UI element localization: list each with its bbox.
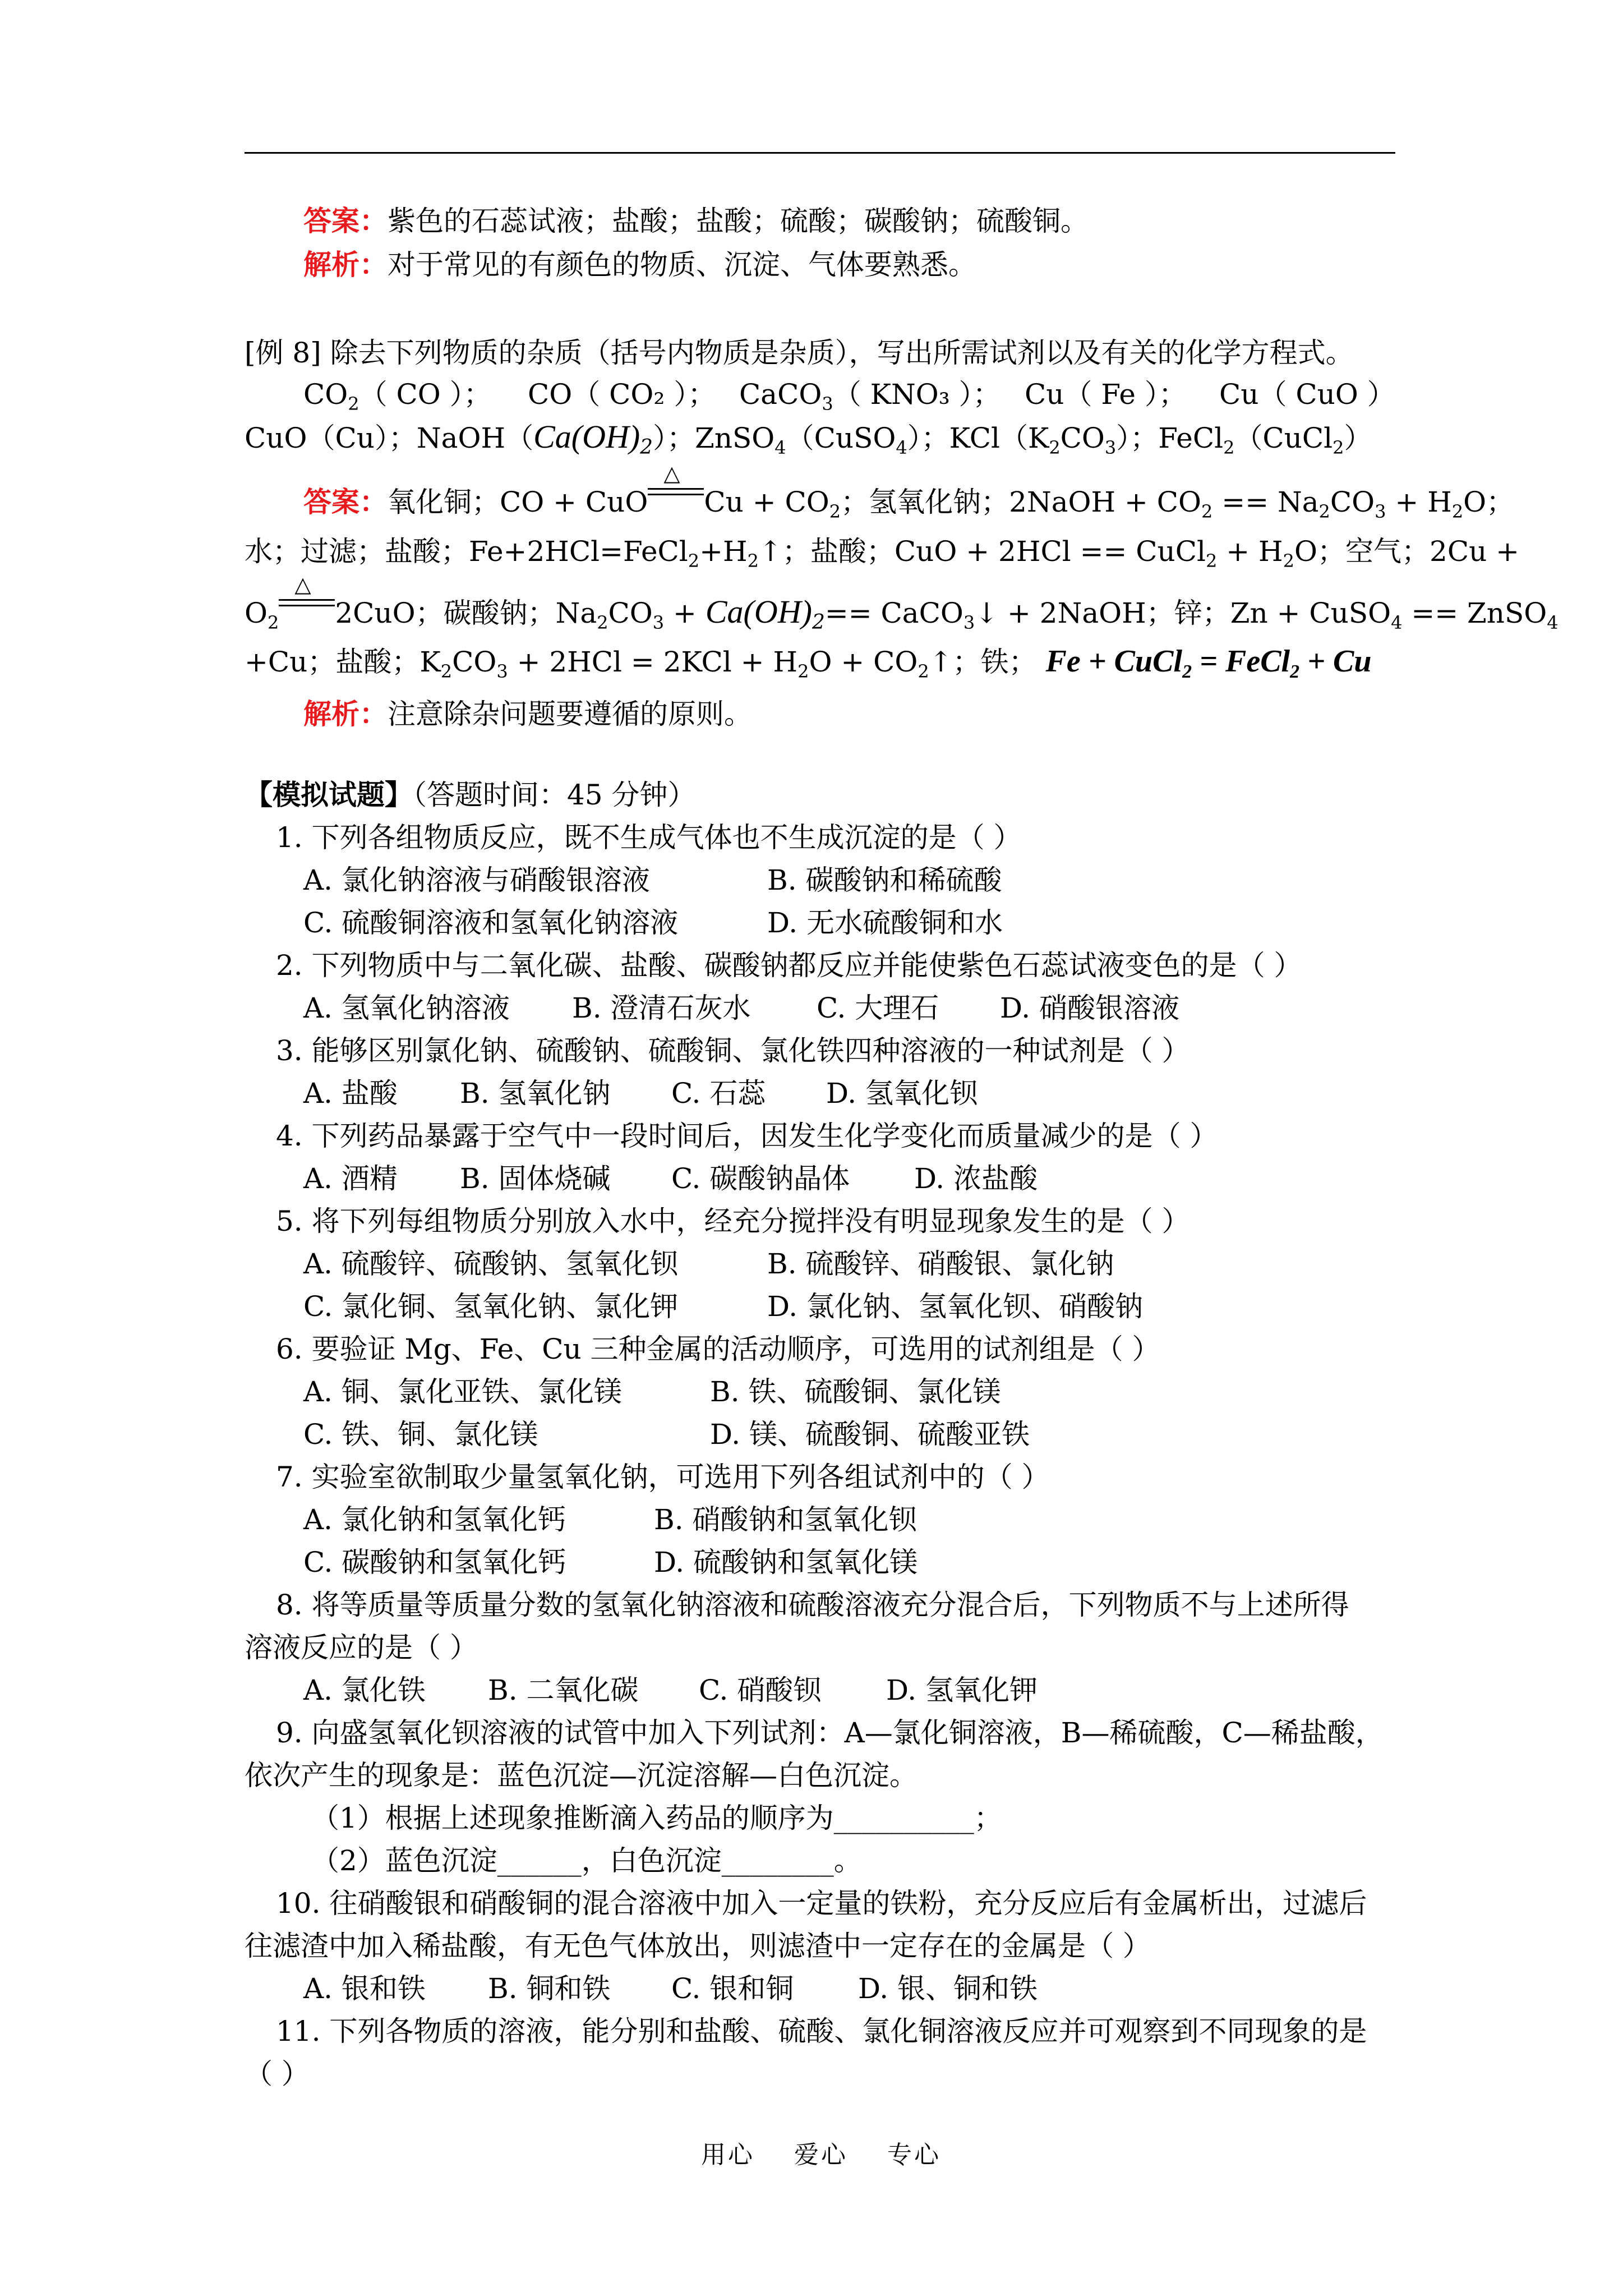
option: B. 澄清石灰水 bbox=[572, 992, 751, 1024]
question-9-cont: 依次产生的现象是：蓝色沉淀—沉淀溶解—白色沉淀。 bbox=[245, 1759, 917, 1792]
analysis-line bbox=[303, 246, 976, 283]
section-time: （答题时间：45 分钟） bbox=[413, 779, 696, 811]
section-heading bbox=[245, 776, 696, 813]
question-4: 4. 下列药品暴露于空气中一段时间后，因发生化学变化而质量减少的是（ ） bbox=[276, 1120, 1218, 1152]
option: B. 二氧化碳 bbox=[488, 1674, 639, 1706]
option: B. 氢氧化钠 bbox=[460, 1077, 611, 1110]
footer-text: 专心 bbox=[887, 2141, 941, 2169]
option: A. 氯化钠溶液与硝酸银溶液 bbox=[303, 864, 650, 896]
header-rule bbox=[245, 152, 1395, 154]
question-5: 5. 将下列每组物质分别放入水中，经充分搅拌没有明显现象发生的是（ ） bbox=[276, 1205, 1190, 1237]
question-11: 11. 下列各物质的溶液，能分别和盐酸、硫酸、氯化铜溶液反应并可观察到不同现象的是 bbox=[276, 2015, 1367, 2047]
question-9: 9. 向盛氢氧化钡溶液的试管中加入下列试剂：A—氯化铜溶液，B—稀硫酸，C—稀盐酸， bbox=[276, 1717, 1384, 1749]
option: B. 碳酸钠和稀硫酸 bbox=[767, 864, 1002, 896]
footer-text: 爱心 bbox=[794, 2141, 848, 2169]
question-10-cont: 往滤渣中加入稀盐酸，有无色气体放出，则滤渣中一定存在的金属是（ ） bbox=[245, 1930, 1151, 1962]
question-2: 2. 下列物质中与二氧化碳、盐酸、碳酸钠都反应并能使紫色石蕊试液变色的是（ ） bbox=[276, 949, 1302, 982]
option: C. 碳酸钠晶体 bbox=[671, 1162, 850, 1195]
option: A. 酒精 bbox=[303, 1162, 398, 1195]
question-1: 1. 下列各组物质反应，既不生成气体也不生成沉淀的是（ ） bbox=[276, 821, 1022, 854]
analysis-text: 对于常见的有颜色的物质、沉淀、气体要熟悉。 bbox=[388, 249, 976, 281]
option: C. 银和铜 bbox=[671, 1972, 794, 2005]
option: D. 浓盐酸 bbox=[914, 1162, 1038, 1195]
option: C. 大理石 bbox=[817, 992, 939, 1024]
answer-label: 答案： bbox=[303, 485, 388, 518]
heat-condition-icon: △ bbox=[648, 487, 704, 512]
analysis-label: 解析： bbox=[303, 697, 388, 730]
heat-condition-icon: △ bbox=[279, 598, 335, 623]
example-8-answer-line-2: 水；过滤；盐酸；$Fe+2HCl=FeCl_2+H_2↑$；盐酸；CuO + 2HCl == CuCl$_2$ + $H_2O$；空气；2Cu + bbox=[245, 535, 1520, 572]
footer-text: 用心 bbox=[701, 2141, 755, 2169]
question-8-cont: 溶液反应的是（ ） bbox=[245, 1631, 478, 1664]
example-8-analysis-line: 解析：注意除杂问题要遵循的原则。 bbox=[303, 697, 752, 730]
answer-line bbox=[303, 203, 1089, 240]
example-8-impurity-line-2: CuO（Cu）；$NaOH(Ca(OH)_2)$；ZnSO$_4$（CuSO$_4$）；$KCl(K_2CO_3)$；FeCl$_2$（CuCl$_2$） bbox=[245, 418, 1372, 459]
option: A. 盐酸 bbox=[303, 1077, 398, 1110]
option: A. 银和铁 bbox=[303, 1972, 426, 2005]
question-8: 8. 将等质量等质量分数的氢氧化钠溶液和硫酸溶液充分混合后，下列物质不与上述所得 bbox=[276, 1589, 1349, 1621]
option: B. 硝酸钠和氢氧化钡 bbox=[654, 1503, 917, 1536]
question-9-sub-2: （2）蓝色沉淀______，白色沉淀________。 bbox=[311, 1844, 862, 1877]
question-9-sub-1: （1）根据上述现象推断滴入药品的顺序为__________； bbox=[311, 1802, 1002, 1834]
example-8-answer-line-4: +Cu；盐酸；$K_2CO_3 + 2HCl = 2KCl + H_2O$ + $CO_2↑$；铁； Fe + CuCl$_2$ = FeCl$_2$ + Cu bbox=[245, 644, 1372, 682]
option: C. 硫酸铜溶液和氢氧化钠溶液 bbox=[303, 907, 679, 939]
option: A. 氯化铁 bbox=[303, 1674, 426, 1706]
answer-text: 紫色的石蕊试液；盐酸；盐酸；硫酸；碳酸钠；硫酸铜。 bbox=[388, 205, 1089, 237]
option: A. 氯化钠和氢氧化钙 bbox=[303, 1503, 566, 1536]
option: D. 镁、硫酸铜、硫酸亚铁 bbox=[710, 1418, 1030, 1451]
option: C. 氯化铜、氢氧化钠、氯化钾 bbox=[303, 1290, 679, 1323]
section-title: 【模拟试题】 bbox=[245, 778, 413, 811]
option: D. 氢氧化钾 bbox=[886, 1674, 1038, 1706]
question-3: 3. 能够区别氯化钠、硫酸钠、硫酸铜、氯化铁四种溶液的一种试剂是（ ） bbox=[276, 1034, 1190, 1067]
question-11-cont: （ ） bbox=[245, 2058, 310, 2090]
option: D. 氢氧化钡 bbox=[826, 1077, 978, 1110]
option: B. 硫酸锌、硝酸银、氯化钠 bbox=[767, 1248, 1114, 1280]
option: B. 铜和铁 bbox=[488, 1972, 611, 2005]
option: A. 硫酸锌、硫酸钠、氢氧化钡 bbox=[303, 1248, 678, 1280]
option: A. 氢氧化钠溶液 bbox=[303, 992, 510, 1024]
document-page: 答案：紫色的石蕊试液；盐酸；盐酸；硫酸；碳酸钠；硫酸铜。 解析：对于常见的有颜色的物质、沉淀、气体要熟悉。 [例 8] 除去下列物质的杂质（括号内物质是杂质），写出所需试剂以及有关的化学方程式。 $CO_2$（ CO ）； CO（ CO₂ ）； CaCO$_3$（ KNO₃ ）； Cu（ Fe ）； Cu（ CuO ） CuO（Cu）；$NaOH(Ca(OH)_2)$；ZnSO$_4$（CuSO$_4$）；$KCl(K_2CO_3)$；FeCl$_2$（CuCl$_2$） 答案：氧化铜；CO + CuO △ $Cu + CO_2$；氢氧化钠；2NaOH + $CO_2 == Na_2CO_3 + H_2O$； 水；过滤；盐酸；$Fe+2HCl=FeCl_2+H_2↑$；盐酸；CuO + 2HCl == CuCl$_2$ + $H_2O$；空气；2Cu + $O_2$ △ 2CuO；碳酸钠；$Na_2CO_3 + Ca(OH)_2==$ CaCO$_3$↓ + 2NaOH；锌；Zn + CuSO$_4$ == ZnSO$_4$ +Cu；盐酸；$K_2CO_3 + 2HCl = 2KCl + H_2O$ + $CO_2↑$；铁； Fe + CuCl$_2$ = FeCl$_2$ + Cu 解析：注意除杂问题要遵循的原则。 【模拟试题】（答题时间：45 分钟） 1. 下列各组物质反应，既不生成气体也不生成沉淀的是（ ） A. 氯化钠溶液与硝酸银溶液 B. 碳酸钠和稀硫酸 C. 硫酸铜溶液和氢氧化钠溶液 D. 无水硫酸铜和水 2. 下列物质中与二氧化碳、盐酸、碳酸钠都反应并能使紫色石蕊试液变色的是（ ） A. 氢氧化钠溶液 B. 澄清石灰水 C. 大理石 D. 硝酸银溶液 3. 能够区别氯化钠、硫酸钠、硫酸铜、氯化铁四种溶液的一种试剂是（ ） A. 盐酸 B. 氢氧化钠 C. 石蕊 D. 氢氧化钡 4. 下列药品暴露于空气中一段时间后，因发生化学变化而质量减少的是（ ） A. 酒精 B. 固体烧碱 C. 碳酸钠晶体 D. 浓盐酸 5. 将下列每组物质分别放入水中，经充分搅拌没有明显现象发生的是（ ） A. 硫酸锌、硫酸钠、氢氧化钡 B. 硫酸锌、硝酸银、氯化钠 C. 氯化铜、氢氧化钠、氯化钾 D. 氯化钠、氢氧化钡、硝酸钠 6. 要验证 Mg、Fe、Cu 三种金属的活动顺序，可选用的试剂组是（ ） A. 铜、氯化亚铁、氯化镁 B. 铁、硫酸铜、氯化镁 C. 铁、铜、氯化镁 D. 镁、硫酸铜、硫酸亚铁 7. 实验室欲制取少量氢氧化钠，可选用下列各组试剂中的（ ） A. 氯化钠和氢氧化钙 B. 硝酸钠和氢氧化钡 C. 碳酸钠和氢氧化钙 D. 硫酸钠和氢氧化镁 8. 将等质量等质量分数的氢氧化钠溶液和硫酸溶液充分混合后，下列物质不与上述所得 溶液反应的是（ ） A. 氯化铁 B. 二氧化碳 C. 硝酸钡 D. 氢氧化钾 9. 向盛氢氧化钡溶液的试管中加入下列试剂：A—氯化铜溶液，B—稀硫酸，C—稀盐酸， 依次产生的现象是：蓝色沉淀—沉淀溶解—白色沉淀。 （1）根据上述现象推断滴入药品的顺序为__________； （2）蓝色沉淀______，白色沉淀________。 10. 往硝酸银和硝酸铜的混合溶液中加入一定量的铁粉，充分反应后有金属析出，过滤后 往滤渣中加入稀盐酸，有无色气体放出，则滤渣中一定存在的金属是（ ） A. 银和铁 B. 铜和铁 C. 银和铜 D. 银、铜和铁 11. 下列各物质的溶液，能分别和盐酸、硫酸、氯化铜溶液反应并可观察到不同现象的是 （ ） 用心 爱心 专心 bbox=[0, 0, 1623, 2296]
example-8-title: [例 8] 除去下列物质的杂质（括号内物质是杂质），写出所需试剂以及有关的化学方程式。 bbox=[245, 337, 1354, 369]
option: C. 硝酸钡 bbox=[699, 1674, 822, 1706]
option: D. 硫酸钠和氢氧化镁 bbox=[654, 1546, 918, 1579]
option: B. 铁、硫酸铜、氯化镁 bbox=[710, 1375, 1001, 1408]
option: C. 石蕊 bbox=[671, 1077, 766, 1110]
option: D. 氯化钠、氢氧化钡、硝酸钠 bbox=[767, 1290, 1144, 1323]
option: D. 硝酸银溶液 bbox=[1000, 992, 1180, 1024]
example-8-answer-line-3: $O_2$ △ 2CuO；碳酸钠；$Na_2CO_3 + Ca(OH)_2==$ CaCO$_3$↓ + 2NaOH；锌；Zn + CuSO$_4$ == ZnSO$_4$ bbox=[245, 572, 1559, 634]
example-8-answer-line-1: 答案：氧化铜；CO + CuO △ $Cu + CO_2$；氢氧化钠；2NaOH + $CO_2 == Na_2CO_3 + H_2O$； bbox=[303, 461, 1515, 522]
question-7: 7. 实验室欲制取少量氢氧化钠，可选用下列各组试剂中的（ ） bbox=[276, 1461, 1050, 1493]
answer-label: 答案： bbox=[303, 204, 388, 237]
option: A. 铜、氯化亚铁、氯化镁 bbox=[303, 1375, 622, 1408]
option: C. 碳酸钠和氢氧化钙 bbox=[303, 1546, 566, 1579]
option: B. 固体烧碱 bbox=[460, 1162, 611, 1195]
question-6: 6. 要验证 Mg、Fe、Cu 三种金属的活动顺序，可选用的试剂组是（ ） bbox=[276, 1333, 1160, 1365]
page-footer bbox=[701, 2134, 980, 2170]
question-10: 10. 往硝酸银和硝酸铜的混合溶液中加入一定量的铁粉，充分反应后有金属析出，过滤后 bbox=[276, 1887, 1367, 1920]
option: C. 铁、铜、氯化镁 bbox=[303, 1418, 538, 1451]
analysis-label: 解析： bbox=[303, 248, 388, 281]
option: D. 无水硫酸铜和水 bbox=[767, 907, 1003, 939]
option: D. 银、铜和铁 bbox=[858, 1972, 1038, 2005]
